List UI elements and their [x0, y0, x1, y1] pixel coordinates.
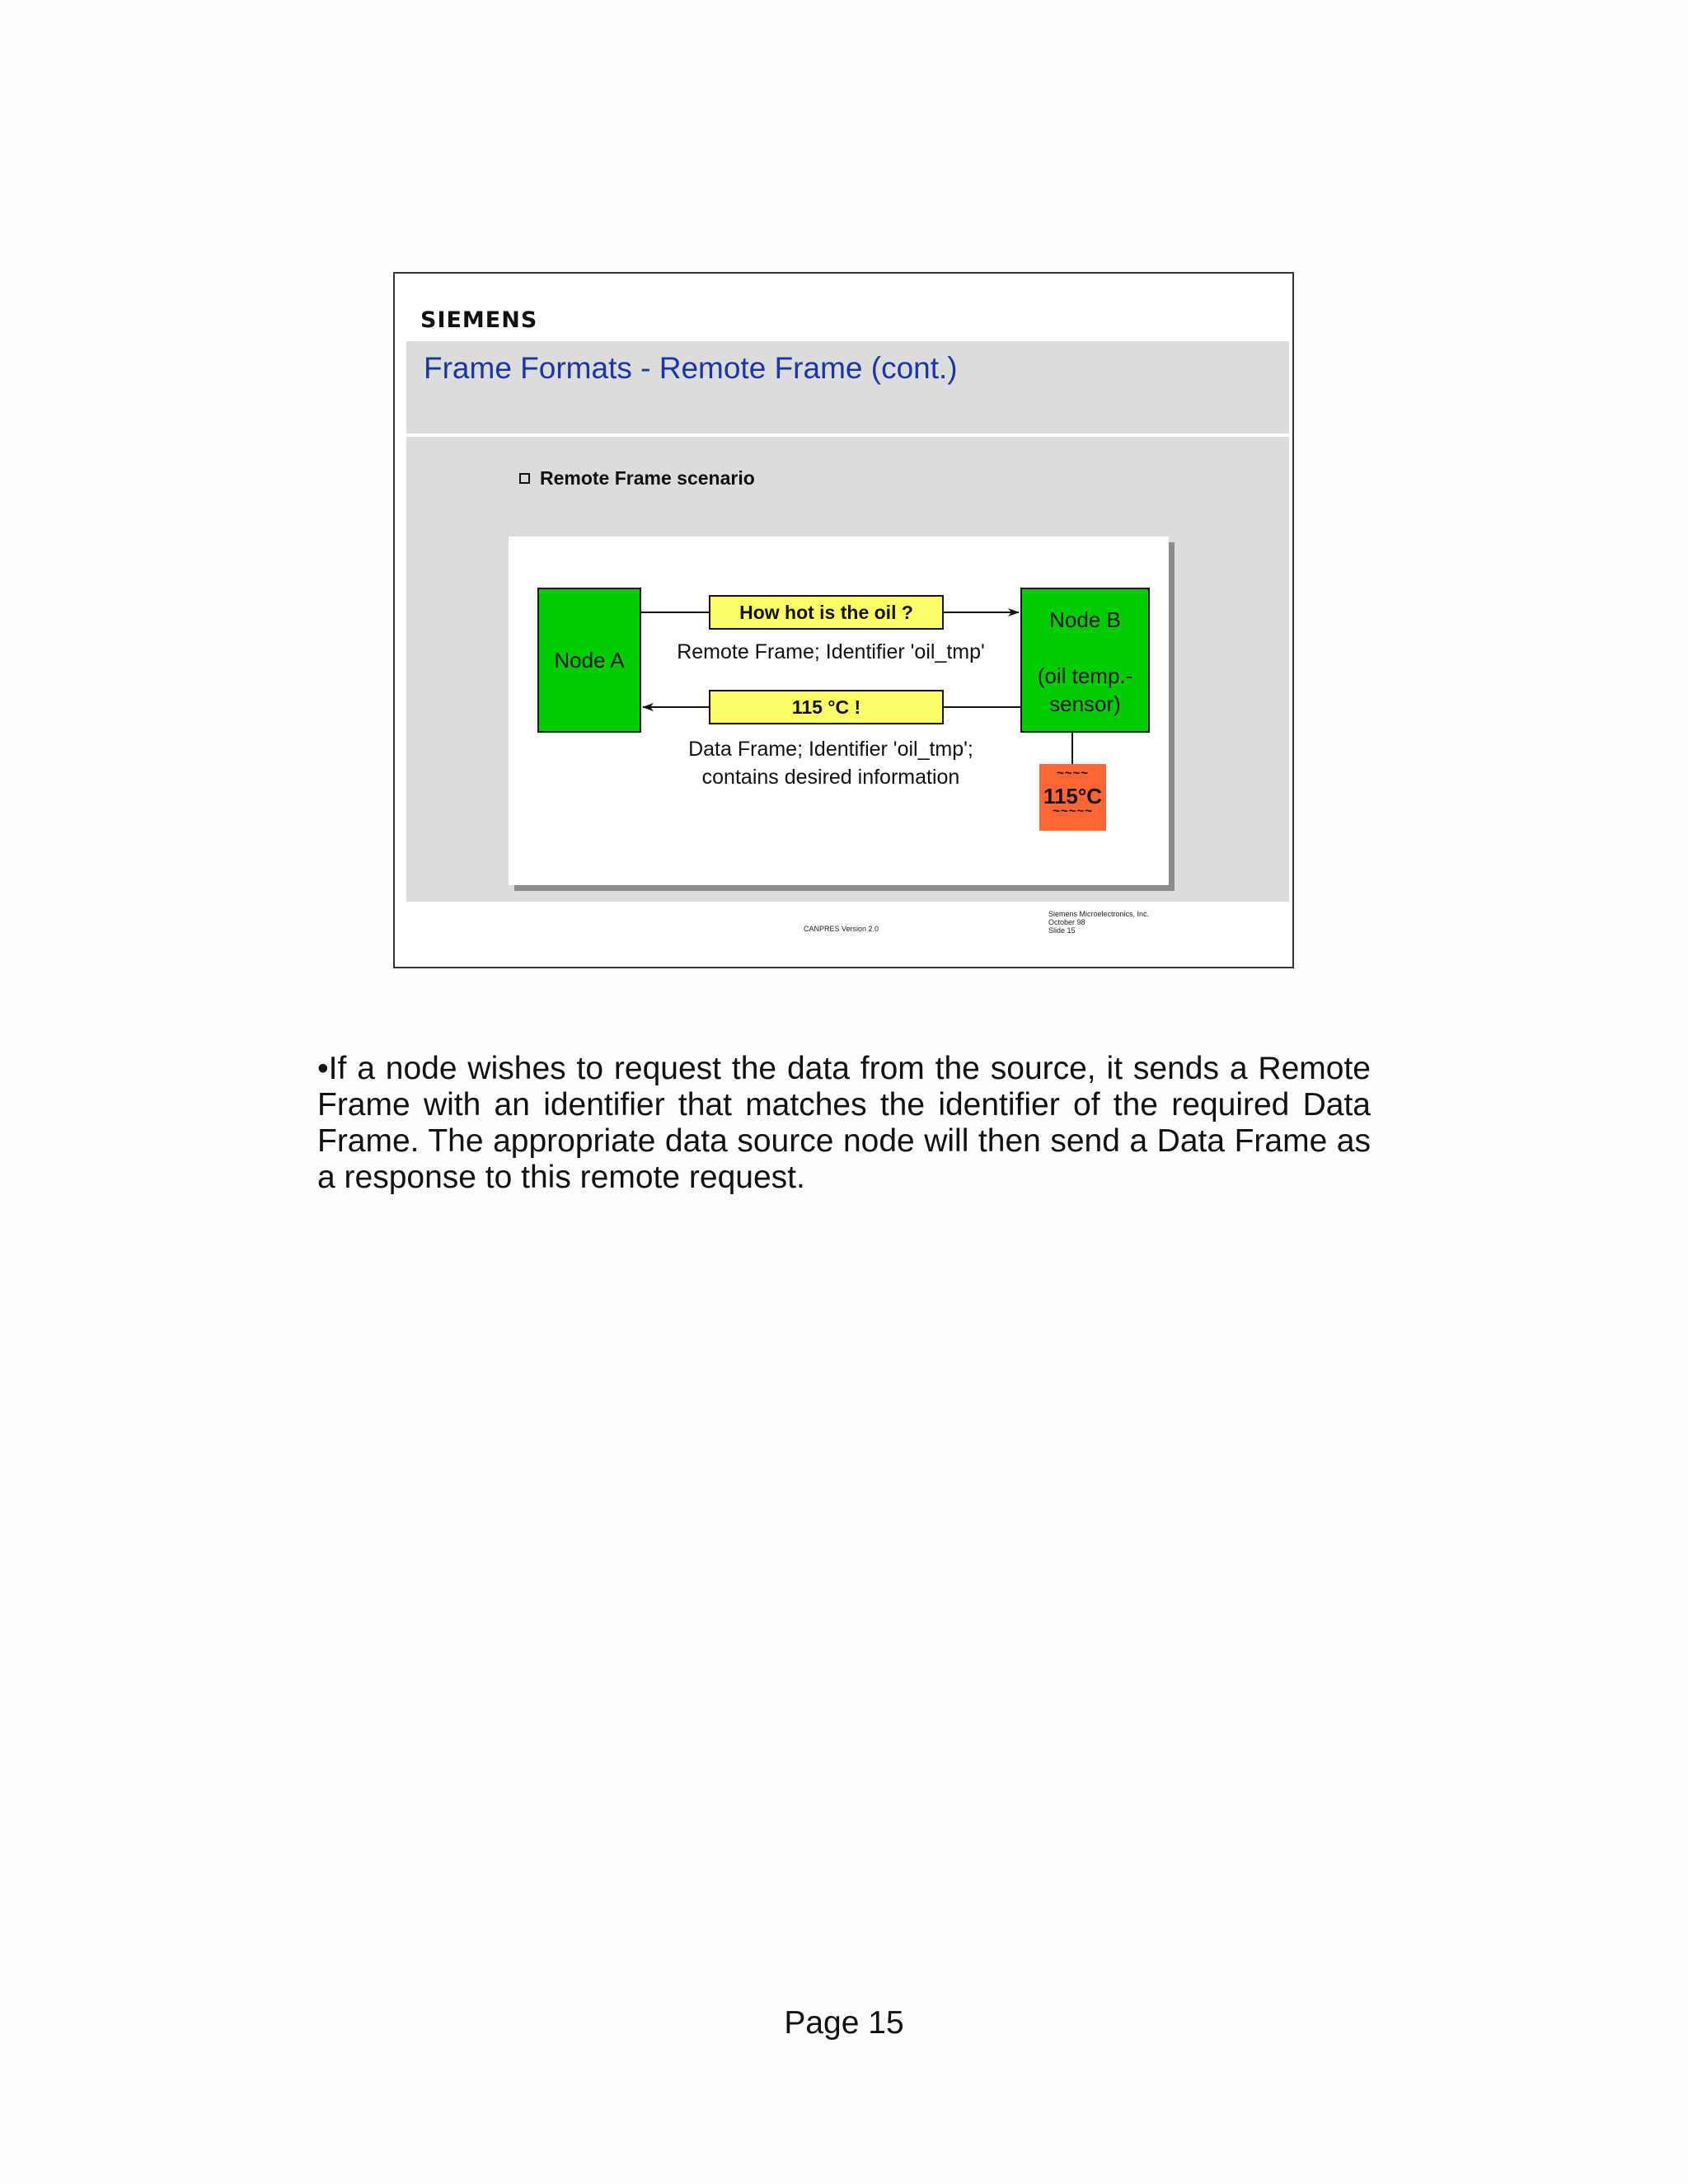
body-paragraph: •If a node wishes to request the data from the source, it sends a Remote Frame with an identifier that matches the identifier of the required Data Frame. The appropriate data source node will then send a Data Frame as a response to this remote request.	[317, 1051, 1371, 1195]
page-number: Page 15	[784, 2005, 904, 2041]
response-caption-line-2: contains desired information	[701, 766, 960, 789]
request-caption: Remote Frame; Identifier 'oil_tmp'	[677, 640, 985, 663]
node-a	[537, 588, 641, 733]
siemens-logo: SIEMENS	[420, 307, 538, 333]
request-message: How hot is the oil ?	[709, 595, 944, 630]
bullet-text: Remote Frame scenario	[540, 467, 755, 489]
footer-company: Siemens Microelectronics, Inc.	[1048, 910, 1150, 918]
wave-bottom-icon: ~~~~~	[1053, 804, 1093, 818]
footer-date: October 98	[1048, 918, 1085, 926]
wave-top-icon: ~~~~	[1056, 766, 1090, 780]
node-b-description-line-1: (oil temp.-	[1037, 663, 1133, 688]
footer-slide-number: Slide 15	[1048, 926, 1076, 935]
node-b-label: Node B	[1049, 607, 1121, 632]
slide-footer-info	[1048, 910, 1149, 935]
response-caption	[641, 735, 1020, 791]
checkbox-bullet-icon	[519, 473, 530, 484]
title-band	[406, 341, 1289, 434]
slide-footer-version: CANPRES Version 2.0	[804, 925, 879, 933]
node-a-label: Node A	[554, 647, 625, 673]
node-b-description	[1022, 662, 1148, 718]
slide-body	[406, 437, 1289, 902]
slide-title: Frame Formats - Remote Frame (cont.)	[424, 351, 958, 385]
sensor-temperature: 115°C	[1043, 784, 1103, 808]
node-b	[1020, 588, 1150, 733]
node-b-description-line-2: sensor)	[1049, 691, 1121, 716]
response-message: 115 °C !	[709, 690, 944, 724]
slide	[393, 272, 1294, 968]
temperature-sensor	[1039, 764, 1106, 831]
remote-frame-diagram	[509, 537, 1169, 885]
response-caption-line-1: Data Frame; Identifier 'oil_tmp';	[688, 738, 973, 761]
bullet-item	[519, 467, 755, 490]
